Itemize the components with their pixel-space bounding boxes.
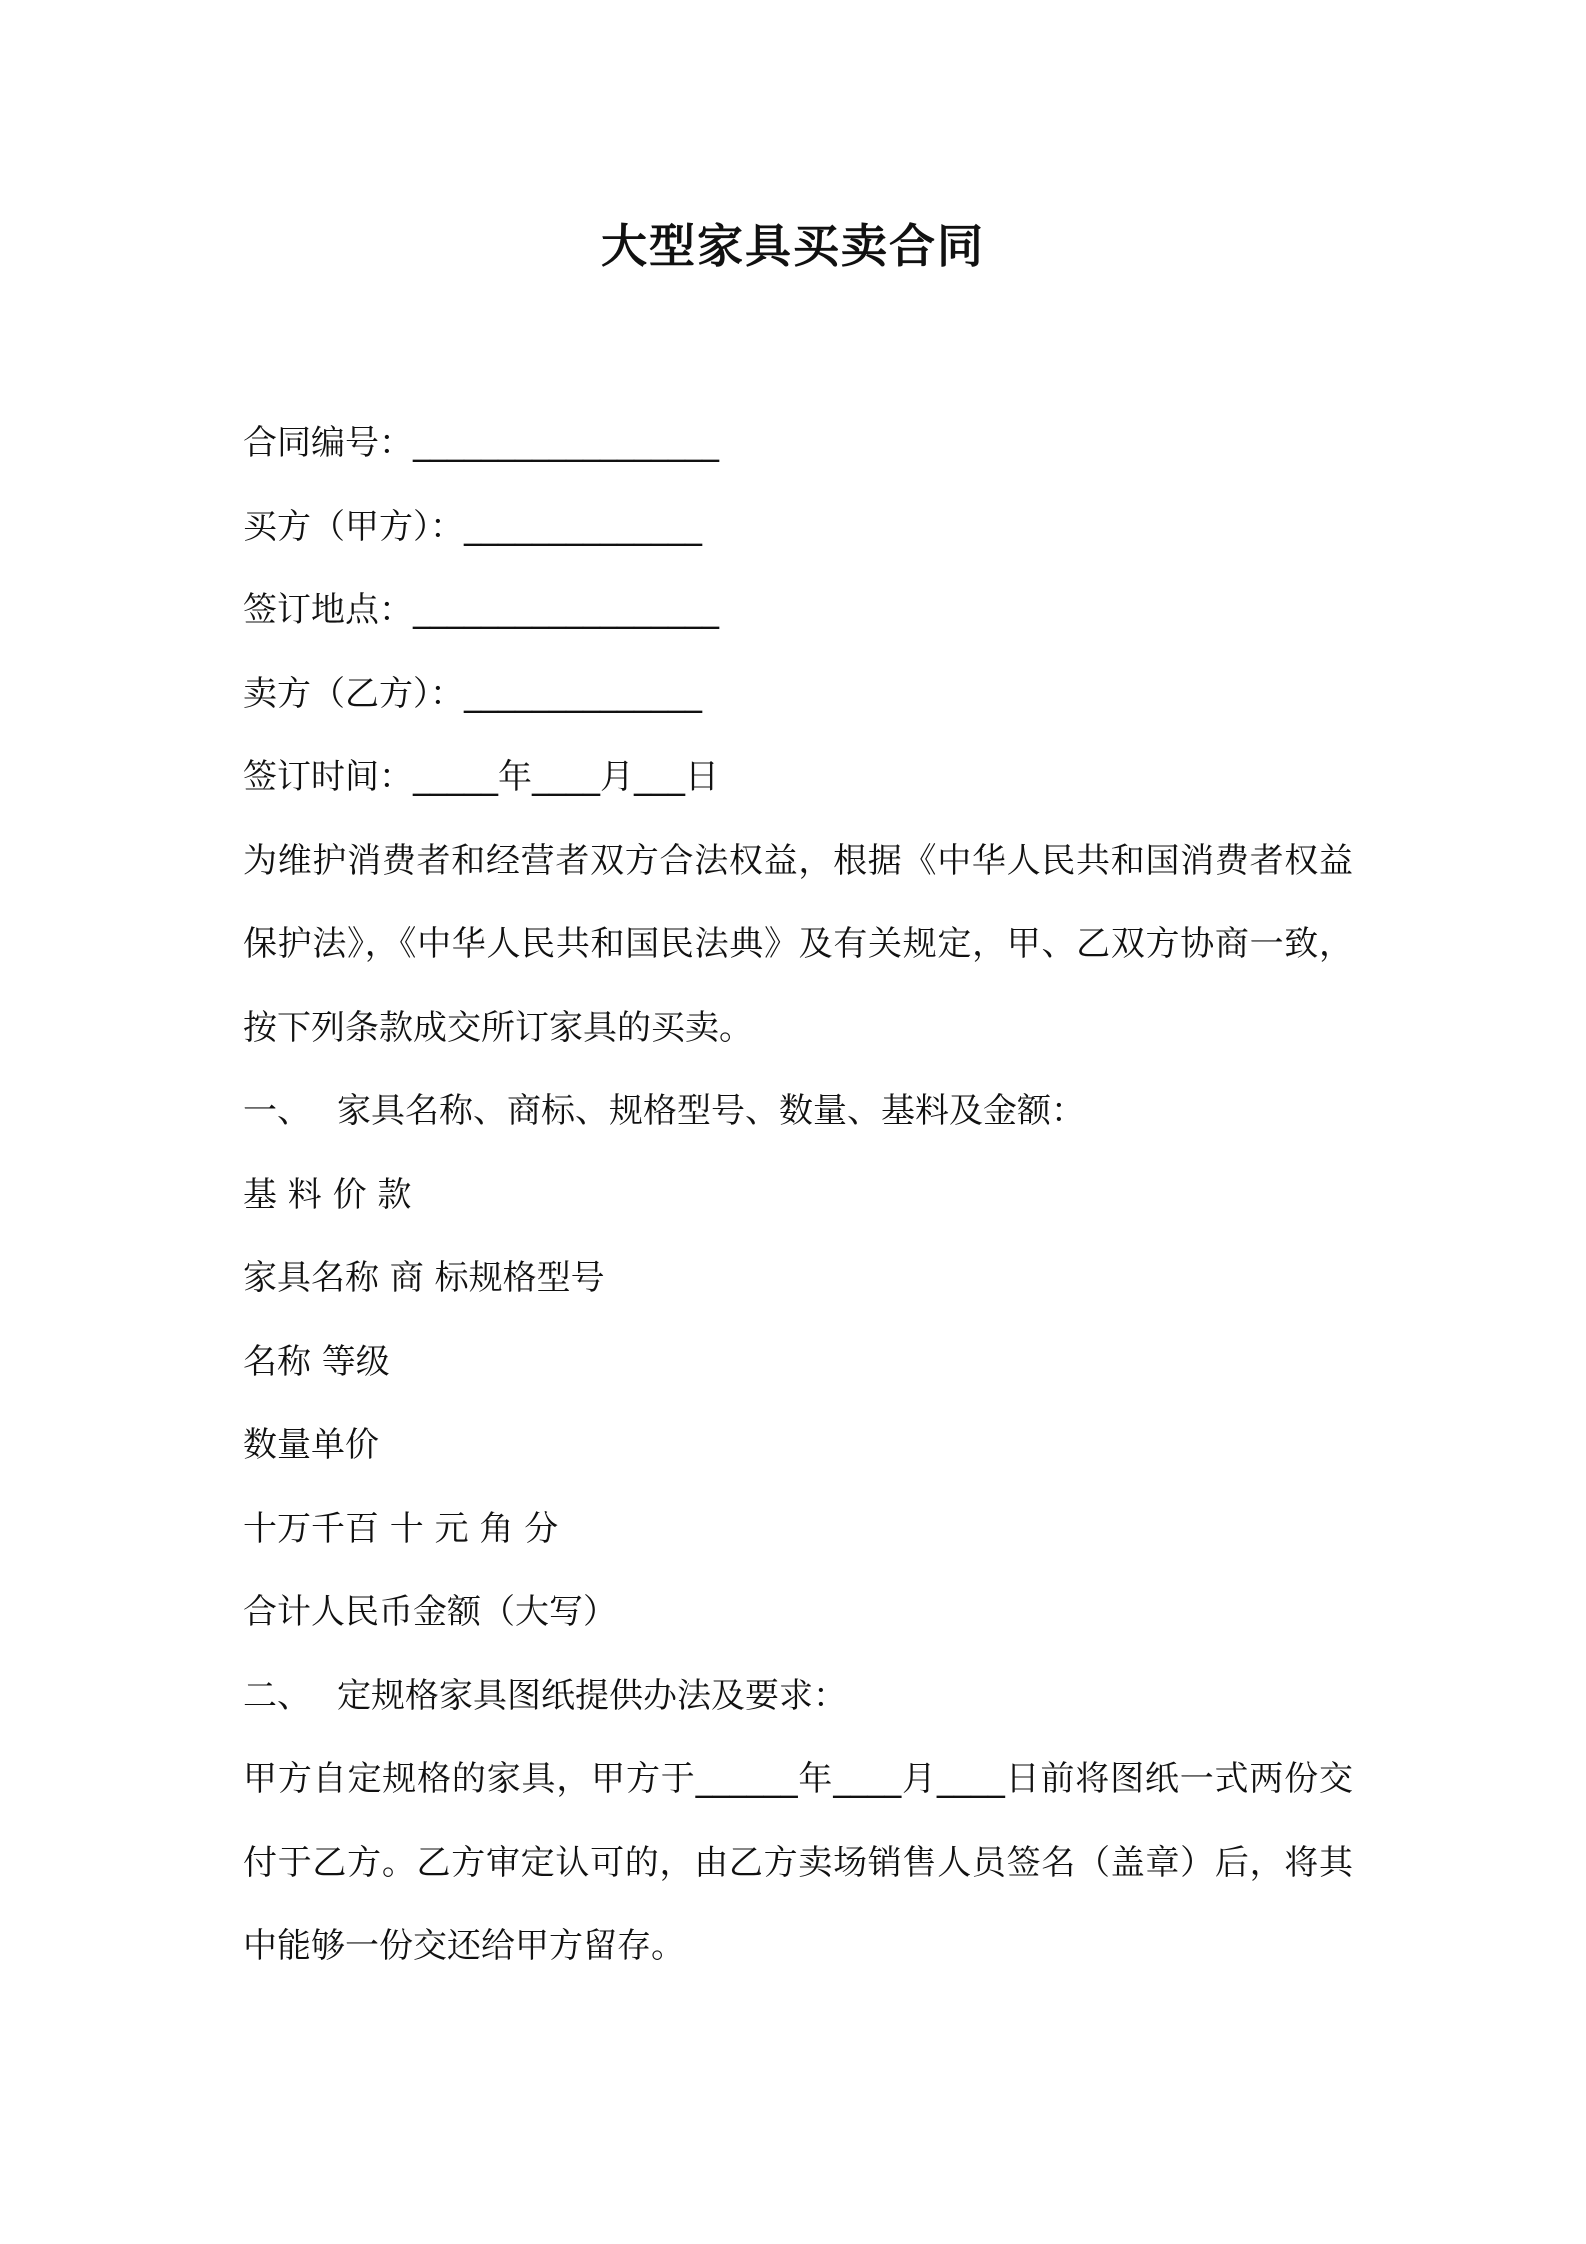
document-title: 大型家具买卖合同 [601, 219, 985, 273]
section-2-heading [243, 1655, 1353, 1739]
buyer-field: 买方（甲方）：______________ [243, 506, 702, 547]
section-1-number: 一、 [243, 1091, 311, 1131]
table-line: 家具名称 商 标规格型号 [243, 1258, 605, 1298]
table-line: 名称 等级 [243, 1341, 390, 1382]
table-line: 基 料 价 款 [243, 1174, 412, 1215]
table-line: 十万千百 十 元 角 分 [243, 1508, 559, 1549]
section-1-heading [243, 1070, 1353, 1154]
signing-date-field: 签订时间：_____年____月___日 [243, 757, 719, 797]
seller-field: 卖方（乙方）：______________ [243, 673, 702, 714]
section-2-number: 二、 [243, 1675, 311, 1716]
table-line: 合计人民币金额（大写） [243, 1592, 617, 1632]
intro-paragraph: 为维护消费者和经营者双方合法权益，根据《中华人民共和国消费者权益保护法》，《中华人民共和国民法典》及有关规定，甲、乙双方协商一致，按下列条款成交所订家具的买卖。 [243, 840, 1353, 1048]
contract-number-field: 合同编号：__________________ [243, 423, 719, 463]
signing-place-field: 签订地点：__________________ [243, 590, 719, 630]
table-line: 数量单价 [243, 1425, 379, 1465]
section-2-title: 定规格家具图纸提供办法及要求： [337, 1675, 847, 1716]
section-2-paragraph: 甲方自定规格的家具，甲方于______年____月____日前将图纸一式两份交付于乙方。乙方审定认可的，由乙方卖场销售人员签名（盖章）后，将其中能够一份交还给甲方留存。 [243, 1759, 1353, 1966]
section-1-title: 家具名称、商标、规格型号、数量、基料及金额： [337, 1091, 1085, 1131]
document-body [243, 402, 1353, 1989]
